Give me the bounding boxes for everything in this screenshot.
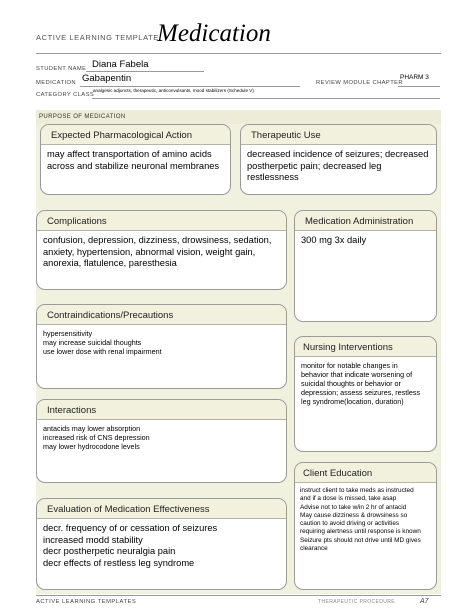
text-line: requiring alertness until response is known — [300, 528, 421, 536]
therapeutic-use-card — [240, 124, 437, 195]
complications-title: Complications — [37, 211, 286, 231]
text-line: and if a dose is missed, take asap — [300, 495, 397, 503]
complications-card — [36, 210, 287, 290]
review-module-underline — [398, 86, 440, 87]
category-class-underline — [92, 98, 440, 99]
text-line: anorexia, flatulence, paresthesia — [43, 258, 177, 268]
text-line: decr. frequency of or cessation of seizures — [43, 523, 218, 533]
therapeutic-use-title: Therapeutic Use — [241, 125, 436, 145]
text-line: May cause dizziness & drowsiness so — [300, 511, 408, 519]
medication-field[interactable]: Gabapentin — [82, 73, 132, 84]
medication-underline — [80, 86, 300, 87]
text-line: 300 mg 3x daily — [301, 235, 367, 245]
text-line: hypersensitivity — [43, 329, 93, 338]
text-line: antacids may lower absorption — [43, 424, 141, 433]
review-module-field[interactable]: PHARM 3 — [400, 74, 429, 81]
expected-action-title: Expected Pharmacological Action — [41, 125, 230, 145]
text-line: suicidal thoughts or behavior or — [301, 379, 401, 388]
text-line: increased risk of CNS depression — [43, 433, 150, 442]
interactions-card — [36, 399, 287, 483]
nursing-interventions-body[interactable] — [295, 357, 436, 406]
header-divider — [36, 53, 441, 54]
medication-label: MEDICATION — [36, 80, 76, 86]
text-line: may lower hydrocodone levels — [43, 442, 140, 451]
text-line: anxiety, hypertension, abnormal vision, weight gain, — [43, 246, 256, 257]
text-line: clearance — [300, 545, 328, 553]
text-line: decr postherpetic neuralgia pain — [43, 546, 176, 556]
text-line: instruct client to take meds as instructed — [300, 487, 414, 494]
text-line: confusion, depression, dizziness, drowsiness, sedation, — [43, 235, 272, 245]
text-line: decr effects of restless leg syndrome — [43, 557, 195, 568]
student-name-label: STUDENT NAME — [36, 66, 87, 72]
footer-divider — [36, 595, 441, 596]
footer-left-label: ACTIVE LEARNING TEMPLATES — [36, 599, 137, 605]
contraindications-card — [36, 304, 287, 389]
text-line: caution to avoid driving or activities — [300, 520, 400, 528]
complications-body[interactable] — [37, 231, 286, 270]
medication-administration-body[interactable] — [295, 231, 436, 247]
footer-right-label: THERAPEUTIC PROCEDURE — [318, 599, 396, 605]
contraindications-body[interactable] — [37, 325, 286, 356]
text-line: may affect transportation of amino acids — [47, 149, 212, 159]
text-line: depression; assess seizures, restless — [301, 388, 421, 397]
interactions-title: Interactions — [37, 400, 286, 420]
student-name-underline — [86, 71, 204, 72]
nursing-interventions-title: Nursing Interventions — [295, 337, 436, 357]
client-education-card — [294, 462, 437, 590]
evaluation-body[interactable] — [37, 519, 286, 569]
evaluation-title: Evaluation of Medication Effectiveness — [37, 499, 286, 519]
text-line: Advise not to take w/in 2 hr of antacid — [300, 503, 407, 511]
expected-action-card — [40, 124, 231, 195]
page-title: Medication — [157, 20, 271, 47]
category-class-label: CATEGORY CLASS — [36, 92, 95, 98]
purpose-band — [36, 110, 441, 124]
template-header — [36, 20, 446, 52]
client-education-title: Client Education — [295, 463, 436, 483]
therapeutic-use-body[interactable] — [241, 145, 436, 184]
text-line: Seizure pts should not drive until MD gives — [300, 536, 421, 544]
client-education-body[interactable] — [295, 483, 436, 553]
student-name-field[interactable]: Diana Fabela — [92, 59, 149, 70]
purpose-label: PURPOSE OF MEDICATION — [39, 114, 126, 120]
interactions-body[interactable] — [37, 420, 286, 451]
text-line: use lower dose with renal impairment — [43, 347, 162, 356]
expected-action-body[interactable] — [41, 145, 230, 172]
category-class-field[interactable]: analgesic adjuncts, therapeutic, anticonvulsants, mood stabilizers (Schedule V) — [93, 88, 254, 93]
text-line: may increase suicidal thoughts — [43, 338, 142, 347]
contraindications-title: Contraindications/Precautions — [37, 305, 286, 325]
text-line: across and stabilize neuronal membranes — [47, 160, 220, 171]
text-line: increased modd stability — [43, 534, 143, 545]
footer-page-number: A7 — [420, 598, 429, 605]
medication-administration-card — [294, 210, 437, 322]
text-line: behavior that indicate worsening of — [301, 370, 413, 379]
evaluation-card — [36, 498, 287, 590]
text-line: postherpetic pain; decreased leg restlessness — [247, 160, 382, 182]
text-line: decreased incidence of seizures; decreased — [247, 149, 429, 159]
template-label: ACTIVE LEARNING TEMPLATE: — [36, 33, 162, 42]
text-line: leg syndrome(location, duration) — [301, 397, 404, 406]
text-line: monitor for notable changes in — [301, 361, 398, 370]
medication-administration-title: Medication Administration — [295, 211, 436, 231]
nursing-interventions-card — [294, 336, 437, 452]
review-module-label: REVIEW MODULE CHAPTER — [316, 80, 403, 86]
